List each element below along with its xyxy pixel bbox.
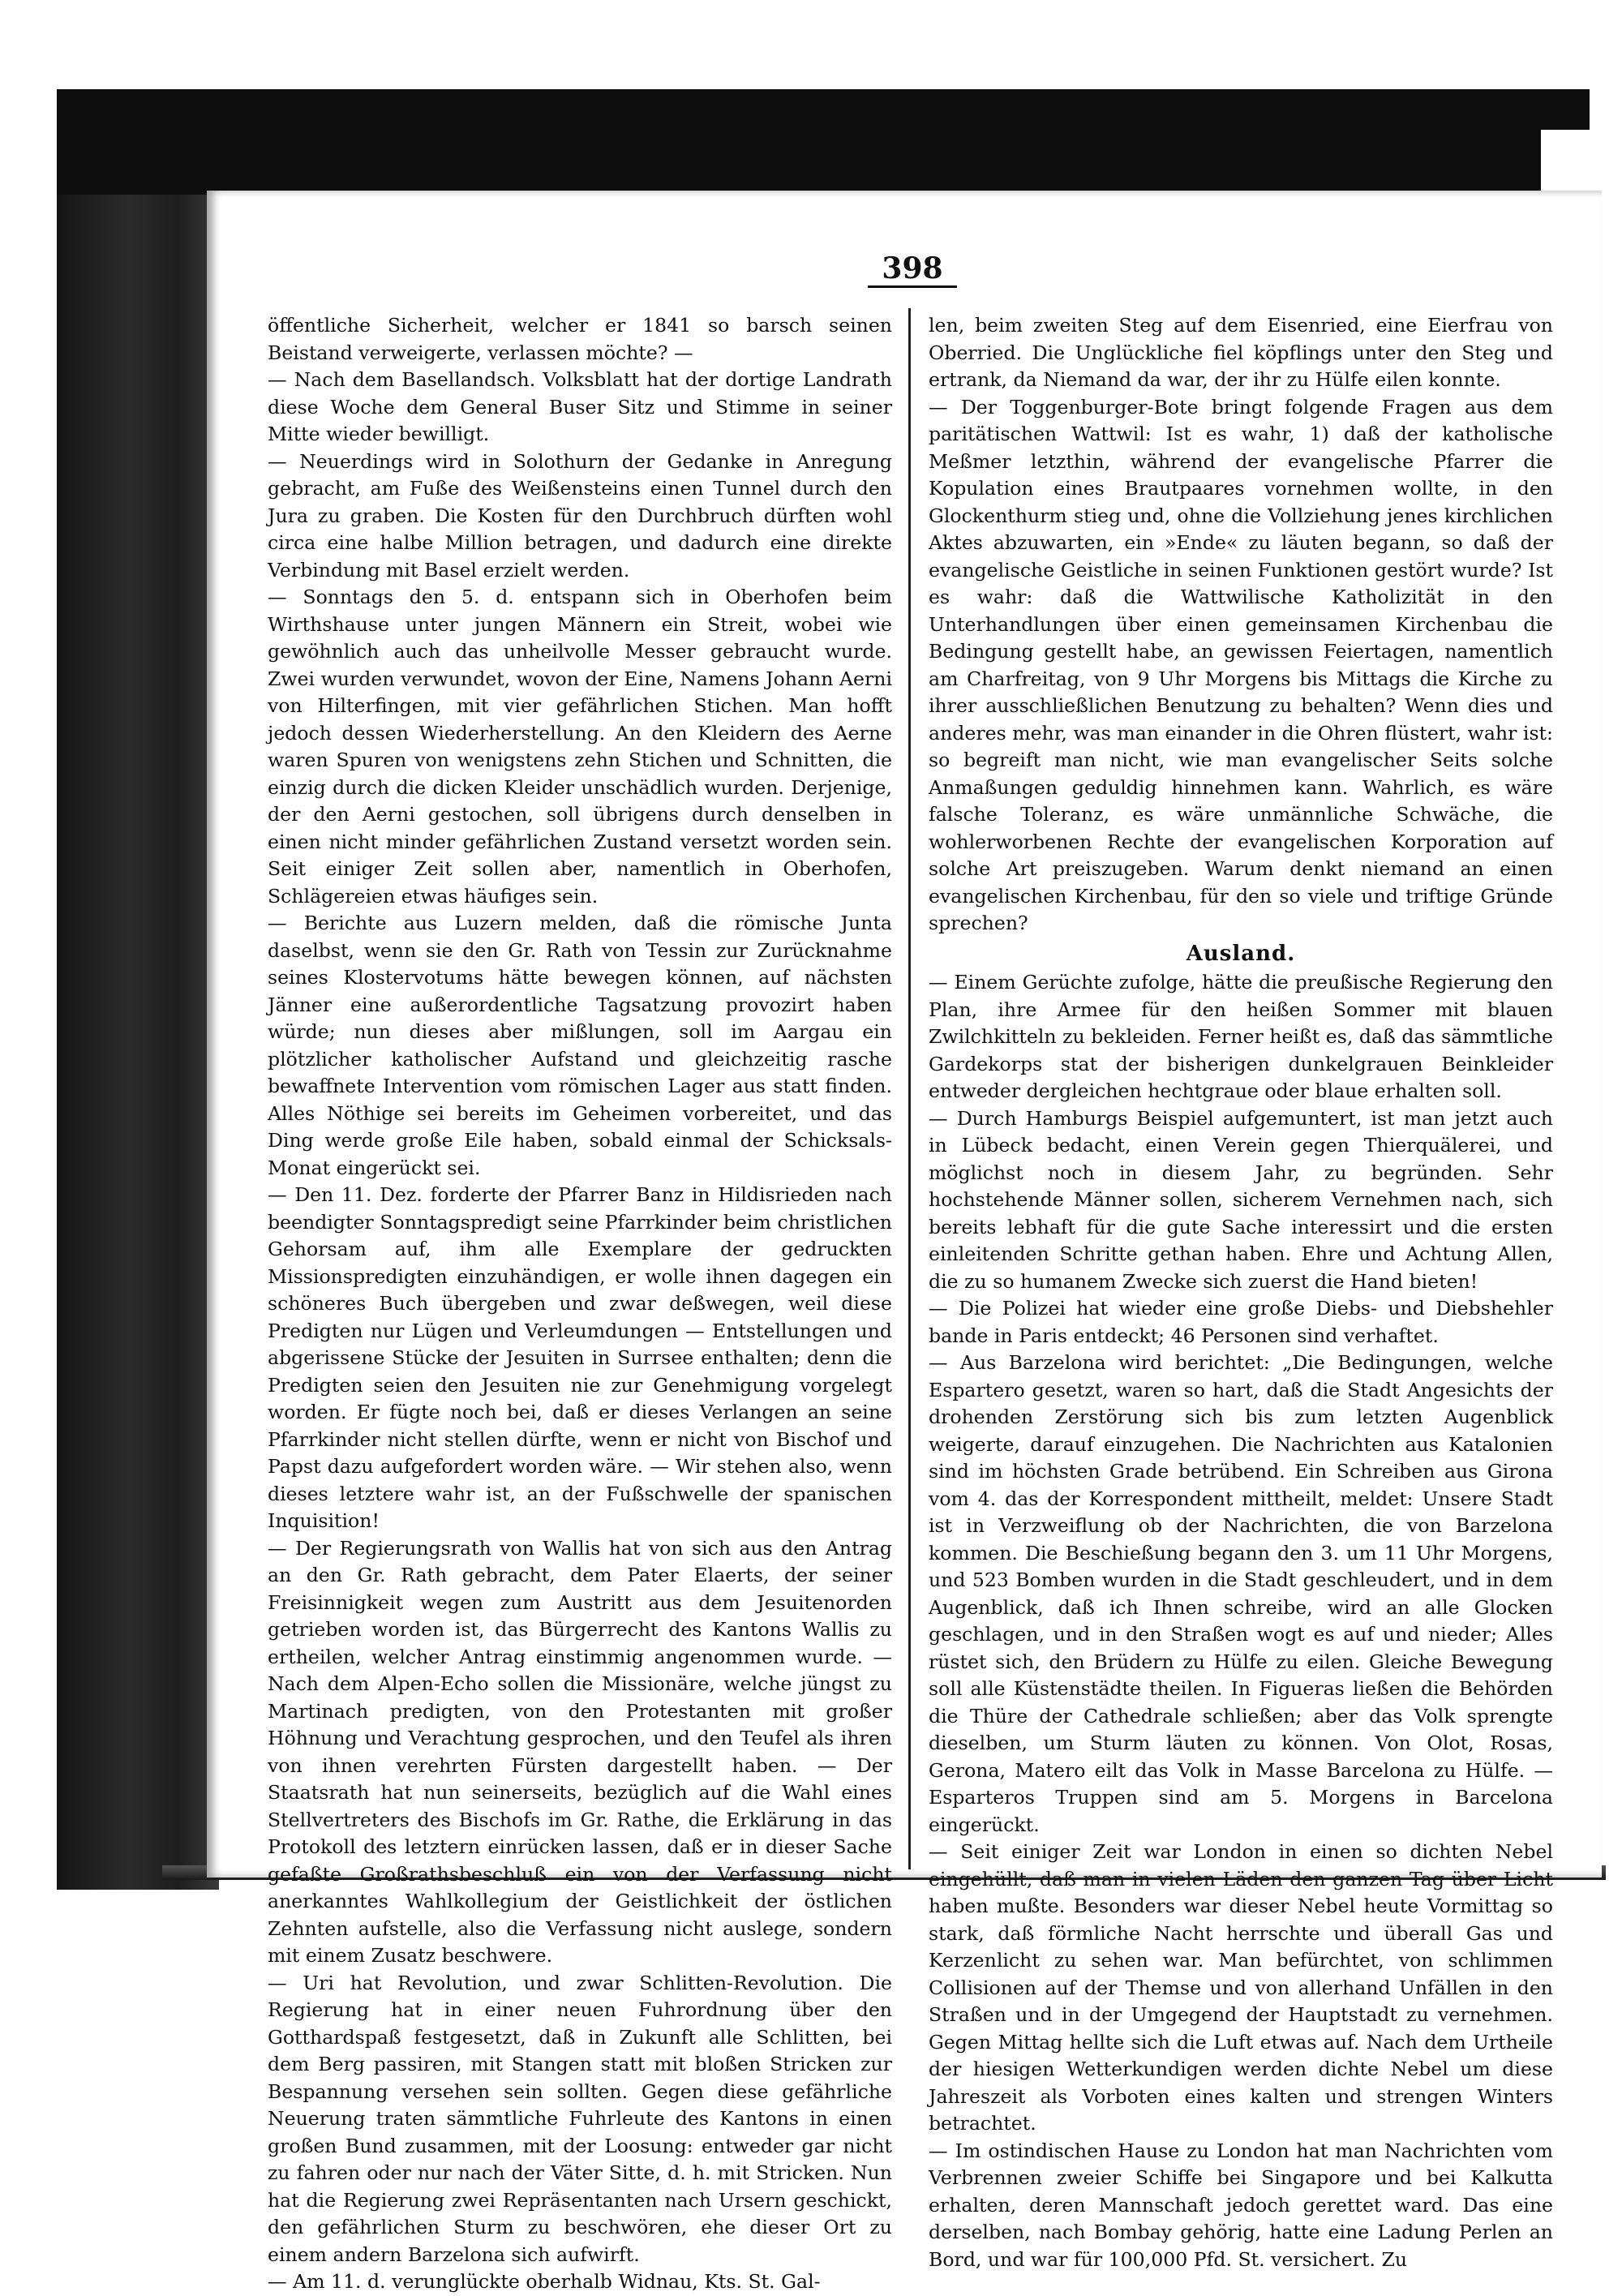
page-number-rule: [868, 285, 957, 288]
column-divider: [908, 308, 911, 1869]
article-paragraph: — Neuerdings wird in Solothurn der Gedanke in Anregung gebracht, am Fuße des Weißensteins einen Tunnel durch den Jura zu graben. Die Kosten für den Durchbruch dürften wohl circa eine halbe Million betragen, und dadurch eine direkte Verbindung mit Basel erzielt werden.: [268, 449, 892, 582]
article-paragraph: — Die Polizei hat wieder eine große Diebs- und Diebshehler bande in Paris entdeckt; 46 Personen sind verhaftet.: [929, 1297, 1553, 1347]
article-paragraph: — Einem Gerüchte zufolge, hätte die preußische Regierung den Plan, ihre Armee für den heißen Sommer mit blauen Zwilchkitteln zu bekleiden. Ferner heißt es, daß das sämmtliche Gardekorps stat der bisherigen dunkelgrauen Beinkleider entweder dergleichen hechtgraue oder blaue erhalten soll.: [929, 971, 1553, 1102]
article-paragraph: — Der Regierungsrath von Wallis hat von sich aus den Antrag an den Gr. Rath gebracht, dem Pater Elaerts, der seiner Freisinnigkeit wegen zum Austritt aus dem Jesuitenorden getrieben worden ist, das Bürgerrecht des Kantons Wallis zu ertheilen, welcher Antrag einstimmig angenommen wurde. — Nach dem Alpen-Echo sollen die Missionäre, welche jüngst zu Martinach predigten, von den Protestanten mit großer Höhnung und Verachtung gesprochen, und den Teufel als ihren von ihnen verehrten Fürsten dargestellt haben. — Der Staatsrath hat nun seinerseits, bezüglich auf die Wahl eines Stellvertreters des Bischofs im Gr. Rathe, die Erklärung in das Protokoll des letztern einrücken lassen, daß er in dieser Sache gefaßte Großrathsbeschluß ein von der Verfassung nicht anerkanntes Wahlkollegium der Geistlichkeit der östlichen Zehnten aufstelle, also die Verfassung nicht auslege, sondern mit einem Zusatz beschwere.: [268, 1536, 892, 1967]
book-spine-shadow: [57, 89, 219, 1890]
left-column: [268, 312, 892, 2296]
article-paragraph: — Sonntags den 5. d. entspann sich in Oberhofen beim Wirthshause unter jungen Männern ein Streit, wobei wie gewöhnlich auch das unheilvolle Messer gebraucht wurde. Zwei wurden verwundet, wovon der Eine, Namens Johann Aerni von Hilterfingen, mit vier gefährlichen Stichen. Man hofft jedoch dessen Wiederherstellung. An den Kleidern des Aerne waren Spuren von wenigstens zehn Stichen und Schnitten, die einzig durch die dicken Kleider unschädlich wurden. Derjenige, der den Aerni gestochen, soll übrigens durch denselben in einen nicht minder gefährlichen Zustand versetzt worden sein. Seit einiger Zeit sollen aber, namentlich in Oberhofen, Schlägereien etwas häufiges sein.: [268, 586, 892, 908]
article-paragraph: — Uri hat Revolution, und zwar Schlitten-Revolution. Die Regierung hat in einer neuen Fuhrordnung über den Gotthardspaß festgesetzt, daß in Zukunft alle Schlitten, bei dem Berg passiren, mit Stangen statt mit bloßen Stricken zur Bespannung versehen sein sollten. Gegen diese gefährliche Neuerung traten sämmtliche Fuhrleute des Kantons in einen großen Bund zusammen, mit der Loosung: entweder gar nicht zu fahren oder nur nach der Väter Sitte, d. h. mit Stricken. Nun hat die Regierung zwei Repräsentanten nach Ursern geschickt, den gefährlichen Sturm zu beschwören, ehe dieser Ort zu einem andern Barzelona sich aufwirft.: [268, 1971, 892, 2266]
right-column: [929, 312, 1553, 2273]
article-paragraph: — Aus Barzelona wird berichtet: „Die Bedingungen, welche Espartero gesetzt, waren so hart, daß die Stadt Angesichts der drohenden Zerstörung sich bis zum letzten Augenblick weigerte, darauf einzugehen. Die Nachrichten aus Katalonien sind im höchsten Grade betrübend. Ein Schreiben aus Girona vom 4. das der Korrespondent mittheilt, meldet: Unsere Stadt ist in Verzweiflung ob der Nachrichten, die von Barzelona kommen. Die Beschießung begann den 3. um 11 Uhr Morgens, und 523 Bomben wurden in die Stadt geschleudert, und in dem Augenblick, daß ich Ihnen schreibe, wird an alle Glocken geschlagen, und in den Straßen wogt es auf und nieder; Alles rüstet sich, den Brüdern zu Hülfe zu eilen. Gleiche Bewegung soll alle Küstenstädte theilen. In Figueras ließen die Behörden die Thüre der Cathedrale schließen; aber das Volk sprengte dieselben, um Sturm läuten zu können. Von Olot, Rosas, Gerona, Matero eilt das Volk in Masse Barcelona zu Hülfe. — Esparteros Truppen sind am 5. Morgens in Barcelona eingerückt.: [929, 1351, 1553, 1836]
section-heading: Ausland.: [1186, 941, 1296, 966]
article-paragraph: — Durch Hamburgs Beispiel aufgemuntert, ist man jetzt auch in Lübeck bedacht, einen Verein gegen Thierquälerei, und möglichst noch in diesem Jahr, zu begründen. Sehr hochstehende Männer sollen, sicherem Vernehmen nach, sich bereits lebhaft für die gute Sache interessirt und die ersten einleitenden Schritte gethan haben. Ehre und Achtung Allen, die zu so humanem Zwecke sich zuerst die Hand bieten!: [929, 1106, 1553, 1293]
article-paragraph: — Nach dem Basellandsch. Volksblatt hat der dortige Landrath diese Woche dem General Buser Sitz und Stimme in seiner Mitte wieder bewilligt.: [268, 368, 892, 445]
article-paragraph: — Berichte aus Luzern melden, daß die römische Junta daselbst, wenn sie den Gr. Rath von Tessin zur Zurücknahme seines Klostervotums hätte bewegen können, auf nächsten Jänner eine außerordentliche Tagsatzung provozirt haben würde; nun dieses aber mißlungen, soll im Aargau ein plötzlicher katholischer Aufstand und gleichzeitig rasche bewaffnete Intervention vom römischen Lager aus statt finden. Alles Nöthige sei bereits im Geheimen vorbereitet, und das Ding werde große Eile haben, sobald einmal der Schicksals-Monat eingerückt sei.: [268, 912, 892, 1179]
article-paragraph: — Im ostindischen Hause zu London hat man Nachrichten vom Verbrennen zweier Schiffe bei Singapore und bei Kalkutta erhalten, deren Mannschaft jedoch gerettet ward. Das eine derselben, nach Bombay gehörig, hatte eine Ladung Perlen an Bord, und war für 100,000 Pfd. St. versichert. Zu: [929, 2139, 1553, 2271]
page-number: 398: [882, 251, 943, 285]
scan-corner: [1541, 130, 1622, 195]
article-paragraph: — Den 11. Dez. forderte der Pfarrer Banz in Hildisrieden nach beendigter Sonntagspredigt seine Pfarrkinder beim christlichen Gehorsam auf, ihm alle Exemplare der gedruckten Missionspredigten einzuhändigen, er wolle ihnen dagegen ein schöneres Buch übergeben und zwar deßwegen, weil diese Predigten nur Lügen und Verleumdungen — Entstellungen und abgerissene Stücke der Jesuiten in Surrsee enthalten; denn die Predigten seien den Jesuiten nie zur Genehmigung vorgelegt worden. Er fügte noch bei, daß er dieses Verlangen an seine Pfarrkinder nicht stellen dürfte, wenn er nicht von Bischof und Papst dazu aufgefordert worden wäre. — Wir stehen also, wenn dieses letztere wahr ist, an der Fußschwelle der spanischen Inquisition!: [268, 1183, 892, 1532]
article-paragraph: — Am 11. d. verunglückte oberhalb Widnau, Kts. St. Gal-: [268, 2270, 821, 2293]
article-paragraph: len, beim zweiten Steg auf dem Eisenried, eine Eierfrau von Oberried. Die Unglückliche fiel köpflings unter den Steg und ertrank, da Niemand da war, der ihr zu Hülfe eilen konnte.: [929, 314, 1553, 391]
article-paragraph: — Der Toggenburger-Bote bringt folgende Fragen aus dem paritätischen Wattwil: Ist es wahr, 1) daß der katholische Meßmer letzthin, während der evangelische Pfarrer die Kopulation eines Brautpaares vornehmen wollte, in den Glockenthurm stieg und, ohne die Vollziehung jenes kirchlichen Aktes abzuwarten, ein »Ende« zu läuten begann, so daß der evangelische Geistliche in seinen Funktionen gestört wurde? Ist es wahr: daß die Wattwilische Katholizität in den Unterhandlungen über einen gemeinsamen Kirchenbau die Bedingung gestellt habe, an gewissen Feiertagen, namentlich am Charfreitag, von 9 Uhr Morgens bis Mittags die Kirche zu ihrer ausschließlichen Benutzung zu behalten? Wenn dies und anderes mehr, was man einander in die Ohren flüstert, wahr ist: so begreift man nicht, wie man evangelischer Seits solche Anmaßungen geduldig hinnehmen kann. Wahrlich, es wäre falsche Toleranz, es wäre unmännliche Schwäche, die wohlerworbenen Rechte der evangelischen Korporation auf solche Art preiszugeben. Warum denkt niemand an einen evangelischen Kirchenbau, für den so viele und triftige Gründe sprechen?: [929, 395, 1553, 934]
article-paragraph: — Seit einiger Zeit war London in einen so dichten Nebel eingehüllt, daß man in vielen Läden den ganzen Tag über Licht haben mußte. Besonders war dieser Nebel heute Vormittag so stark, daß förmliche Nacht herrschte und überall Gas und Kerzenlicht zu sehen war. Man befürchtet, von schlimmen Collisionen auf der Themse und von allerhand Unfällen in den Straßen und in der Umgegend der Hauptstadt zu vernehmen. Gegen Mittag hellte sich die Luft etwas auf. Nach dem Urtheile der hiesigen Wetterkundigen werden dichte Nebel um diese Jahreszeit als Vorboten eines kalten und strengen Winters betrachtet.: [929, 1840, 1553, 2135]
article-paragraph: öffentliche Sicherheit, welcher er 1841 so barsch seinen Beistand verweigerte, verlassen möchte? —: [268, 314, 892, 364]
scan-top-border: [57, 89, 1590, 195]
